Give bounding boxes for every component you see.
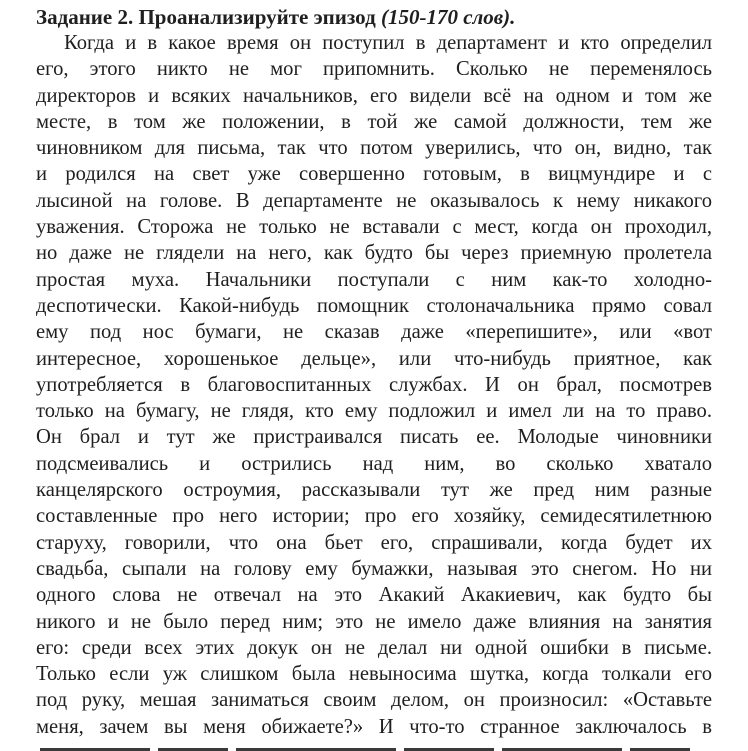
text-line: никого и не было перед ним; это не имело даже влияния на занятия [36, 610, 712, 633]
text-line: лысиной на голове. В департаменте не оказывалось к нему никакого [36, 189, 712, 212]
text-line: ему под нос бумаги, не сказав даже «перепишите», или «вот [36, 321, 712, 344]
text-line: составленные про него истории; про его хозяйку, семидесятилетнюю [36, 505, 712, 528]
text-line: под руку, мешая заниматься своим делом, он произносил: «Оставьте [36, 689, 712, 712]
text-line: интересное, хорошенькое дельце», или что-нибудь приятное, как [36, 347, 712, 370]
text-line: месте, в том же положении, в той же самой должности, тем же [36, 110, 712, 133]
text-line: старуху, говорили, что она бьет его, спрашивали, когда будет их [36, 531, 712, 554]
text-line: употребляется в благовоспитанных службах. И он брал, посмотрев [36, 373, 712, 396]
text-line: его, этого никто не мог припомнить. Сколько не переменялось [36, 58, 712, 81]
excerpt-text [36, 30, 712, 740]
task-title [36, 4, 515, 30]
text-line: меня, зачем вы меня обижаете?» И что-то странное заключалось в [36, 715, 712, 738]
task-word-count: (150-170 слов). [380, 5, 516, 29]
text-line: только на бумагу, не глядя, кто ему подложил и имел ли на то право. [36, 400, 712, 423]
text-line: свадьба, сыпали на голову ему бумажки, называя это снегом. Но ни [36, 557, 712, 580]
text-line: и родился на свет уже совершенно готовым, в вицмундире и с [36, 163, 712, 186]
text-line: подсмеивались и острились над ним, во сколько хватало [36, 452, 712, 475]
text-line: но даже не глядели на него, как будто бы через приемную пролетела [36, 242, 712, 265]
text-line: канцелярского остроумия, рассказывали тут же пред ним разные [36, 479, 712, 502]
cut-off-next-line [40, 742, 700, 751]
text-line: простая муха. Начальники поступали с ним как-то холодно- [36, 268, 712, 291]
text-line: чиновником для письма, так что потом уверились, что он, видно, так [36, 137, 712, 160]
task-title-main: Задание 2. Проанализируйте эпизод [36, 5, 381, 29]
text-line: уважения. Сторожа не только не вставали с мест, когда он проходил, [36, 216, 712, 239]
text-line: Когда и в какое время он поступил в департамент и кто определил [64, 32, 712, 54]
text-line: его: среди всех этих докук он не делал ни одной ошибки в письме. [36, 636, 712, 659]
text-line: директоров и всяких начальников, его видели всё на одном и том же [36, 84, 712, 107]
text-line: Он брал и тут же пристраивался писать ее. Молодые чиновники [36, 426, 712, 449]
text-line: одного слова не отвечал на это Акакий Акакиевич, как будто бы [36, 584, 712, 607]
text-line: Только если уж слишком была невыносима шутка, когда толкали его [36, 663, 712, 686]
text-line: деспотически. Какой-нибудь помощник столоначальника прямо совал [36, 294, 712, 317]
